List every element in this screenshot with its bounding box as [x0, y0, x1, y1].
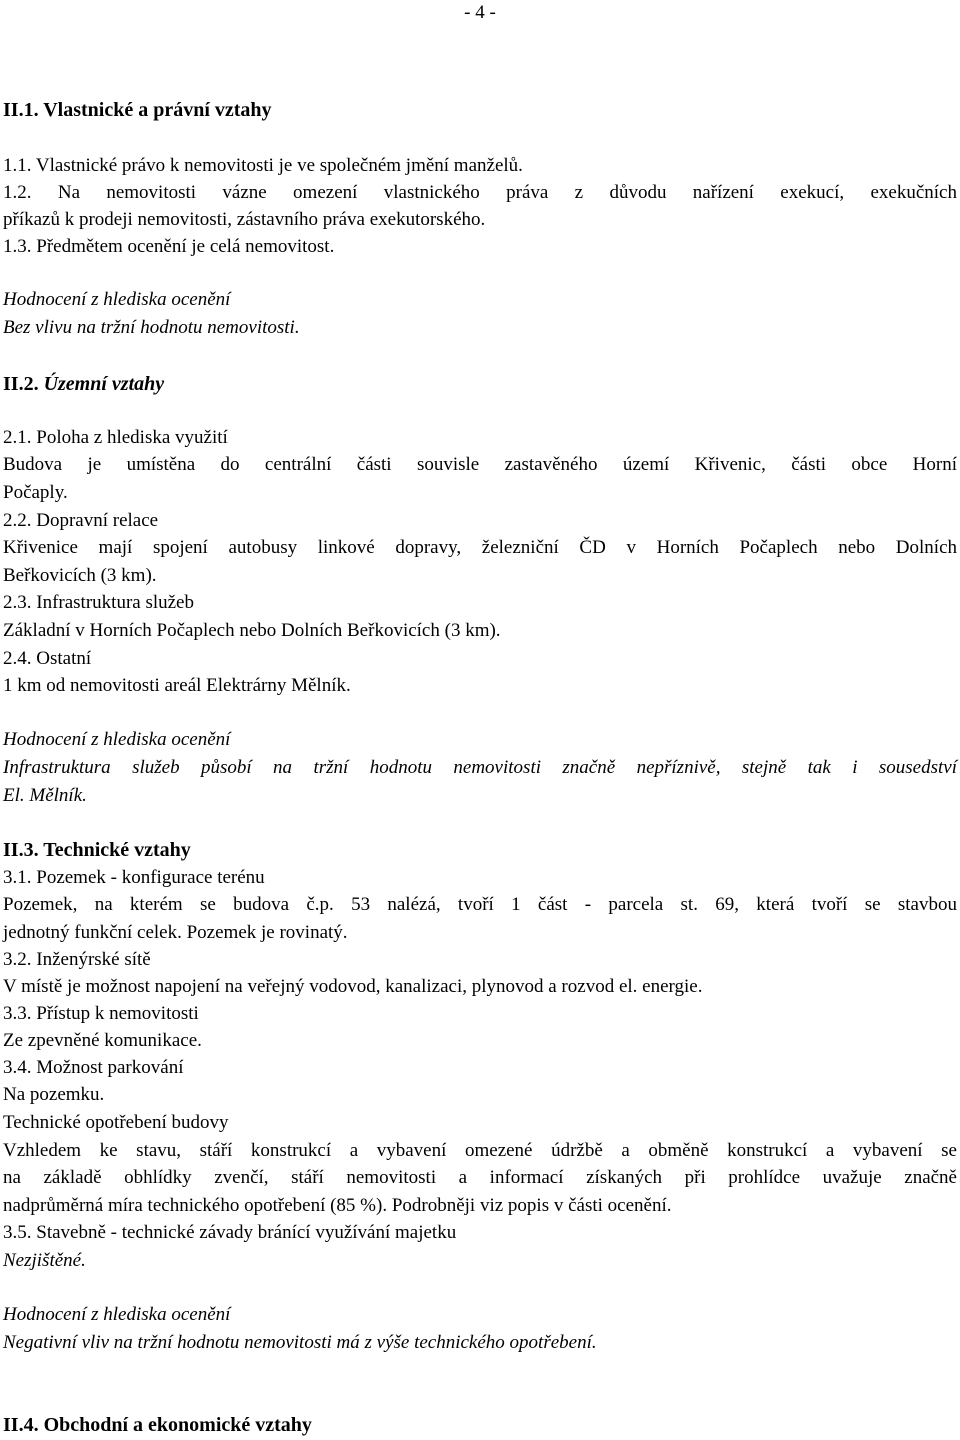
subsection-title: 3.4. Možnost parkování	[3, 1057, 184, 1078]
subsection-title: 2.1. Poloha z hlediska využití	[3, 427, 228, 448]
paragraph-line: V místě je možnost napojení na veřejný vodovod, kanalizaci, plynovod a rozvod el. energie.	[3, 976, 703, 997]
subsection-title: 3.1. Pozemek - konfigurace terénu	[3, 867, 265, 888]
paragraph-line: Ze zpevněné komunikace.	[3, 1030, 202, 1051]
subsection-title: 3.5. Stavebně - technické závady bránící využívání majetku	[3, 1222, 457, 1243]
paragraph-line: Budova je umístěna do centrální části souvisle zastavěného území Křivenic, části obce Horní	[3, 454, 957, 475]
evaluation-text: Negativní vliv na tržní hodnotu nemovitosti má z výše technického opotřebení.	[3, 1332, 597, 1353]
paragraph-line: Na pozemku.	[3, 1084, 105, 1105]
paragraph-line: nadprůměrná míra technického opotřebení (85 %). Podrobněji viz popis v části ocenění.	[3, 1195, 672, 1216]
section-number: II.2.	[3, 373, 39, 395]
evaluation-text: Bez vlivu na tržní hodnotu nemovitosti.	[3, 317, 300, 338]
paragraph-line: jednotný funkční celek. Pozemek je rovinatý.	[3, 922, 348, 943]
evaluation-label: Hodnocení z hlediska ocenění	[3, 289, 231, 310]
evaluation-label: Hodnocení z hlediska ocenění	[3, 729, 231, 750]
paragraph-line: Nezjištěné.	[3, 1250, 86, 1271]
paragraph-line: Beřkovicích (3 km).	[3, 565, 157, 586]
paragraph-line: na základě obhlídky zvenčí, stáří nemovitosti a informací získaných při prohlídce uvažuje značně	[3, 1167, 957, 1188]
subsection-title: Technické opotřebení budovy	[3, 1112, 229, 1133]
paragraph-line: 1.2. Na nemovitosti vázne omezení vlastnického práva z důvodu nařízení exekucí, exekučních	[3, 182, 957, 203]
subsection-title: 2.2. Dopravní relace	[3, 510, 159, 531]
section-heading-economic: II.4. Obchodní a ekonomické vztahy	[3, 1414, 312, 1436]
section-title: Územní vztahy	[43, 373, 165, 395]
paragraph-line: Vzhledem ke stavu, stáří konstrukcí a vybavení omezené údržbě a obměně konstrukcí a vybavení se	[3, 1140, 957, 1161]
paragraph-line: 1.3. Předmětem ocenění je celá nemovitost.	[3, 236, 335, 257]
section-heading-ownership: II.1. Vlastnické a právní vztahy	[3, 99, 272, 121]
paragraph-line: Základní v Horních Počaplech nebo Dolních Beřkovicích (3 km).	[3, 620, 501, 641]
paragraph-line: příkazů k prodeji nemovitosti, zástavního práva exekutorského.	[3, 209, 486, 230]
section-heading-territorial	[3, 374, 957, 394]
evaluation-label: Hodnocení z hlediska ocenění	[3, 1304, 231, 1325]
paragraph-line: Pozemek, na kterém se budova č.p. 53 nalézá, tvoří 1 část - parcela st. 69, která tvoří se stavbou	[3, 894, 957, 915]
subsection-title: 3.2. Inženýrské sítě	[3, 949, 151, 970]
evaluation-text: Infrastruktura služeb působí na tržní hodnotu nemovitosti značně nepříznivě, stejně tak i sousedství	[3, 757, 957, 778]
subsection-title: 2.3. Infrastruktura služeb	[3, 592, 194, 613]
evaluation-text: El. Mělník.	[3, 785, 87, 806]
subsection-title: 3.3. Přístup k nemovitosti	[3, 1003, 199, 1024]
paragraph-line: 1.1. Vlastnické právo k nemovitosti je ve společném jmění manželů.	[3, 155, 523, 176]
paragraph-line: 1 km od nemovitosti areál Elektrárny Mělník.	[3, 675, 351, 696]
paragraph-line: Křivenice mají spojení autobusy linkové dopravy, železniční ČD v Horních Počaplech nebo Dolních	[3, 537, 957, 558]
subsection-title: 2.4. Ostatní	[3, 648, 92, 669]
page-number: - 4 -	[464, 2, 496, 23]
section-heading-technical: II.3. Technické vztahy	[3, 839, 191, 861]
paragraph-line: Počaply.	[3, 482, 68, 503]
